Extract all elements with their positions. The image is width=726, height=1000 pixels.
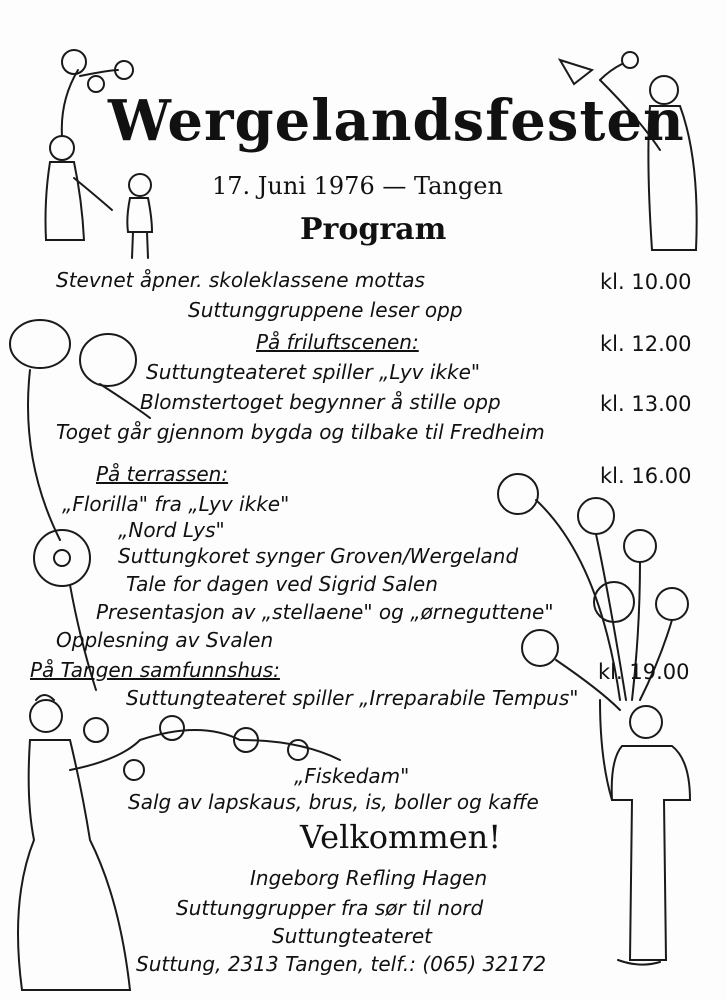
poster-title: Wergelandsfesten — [108, 88, 685, 154]
program-time: kl. 12.00 — [600, 332, 692, 356]
signature-line: Suttungteateret — [272, 924, 433, 948]
figure-man-icon — [600, 700, 690, 965]
welcome-text: Velkommen! — [300, 818, 502, 856]
program-line: „Florilla" fra „Lyv ikke" — [62, 492, 290, 516]
program-line: Toget går gjennom bygda og tilbake til Fredheim — [56, 420, 545, 444]
program-time: kl. 13.00 — [600, 392, 692, 416]
program-line: Blomstertoget begynner å stille opp — [140, 390, 501, 414]
figure-woman-icon — [46, 136, 113, 240]
signature-line: Ingeborg Refling Hagen — [250, 866, 488, 890]
program-line: Tale for dagen ved Sigrid Salen — [126, 572, 438, 596]
program-time: kl. 10.00 — [600, 270, 692, 294]
program-line: Suttungkoret synger Groven/Wergeland — [118, 544, 519, 568]
program-line: Suttungteateret spiller „Lyv ikke" — [146, 360, 481, 384]
program-line: Opplesning av Svalen — [56, 628, 274, 652]
program-time: kl. 16.00 — [600, 464, 692, 488]
program-line: Stevnet åpner. skoleklassene mottas — [56, 268, 425, 292]
program-line: Suttungteateret spiller „Irreparabile Tempus" — [126, 686, 579, 710]
program-line: Presentasjon av „stellaene" og „ørneguttene" — [96, 600, 554, 624]
program-line: Suttunggruppene leser opp — [188, 298, 463, 322]
program-time: kl. 19.00 — [598, 660, 690, 684]
signature-line: Suttunggrupper fra sør til nord — [176, 896, 484, 920]
program-line: „Nord Lys" — [118, 518, 225, 542]
section-heading: På friluftscenen: — [256, 330, 419, 354]
event-date: 17. Juni 1976 — Tangen — [212, 172, 503, 200]
program-line: Salg av lapskaus, brus, is, boller og kaffe — [128, 790, 539, 814]
program-heading: Program — [300, 212, 447, 247]
program-line: „Fiskedam" — [294, 764, 410, 788]
section-heading: På Tangen samfunnshus: — [30, 658, 280, 682]
figure-child-icon — [127, 174, 152, 258]
signature-line: Suttung, 2313 Tangen, telf.: (065) 32172 — [136, 952, 547, 976]
section-heading: På terrassen: — [96, 462, 229, 486]
